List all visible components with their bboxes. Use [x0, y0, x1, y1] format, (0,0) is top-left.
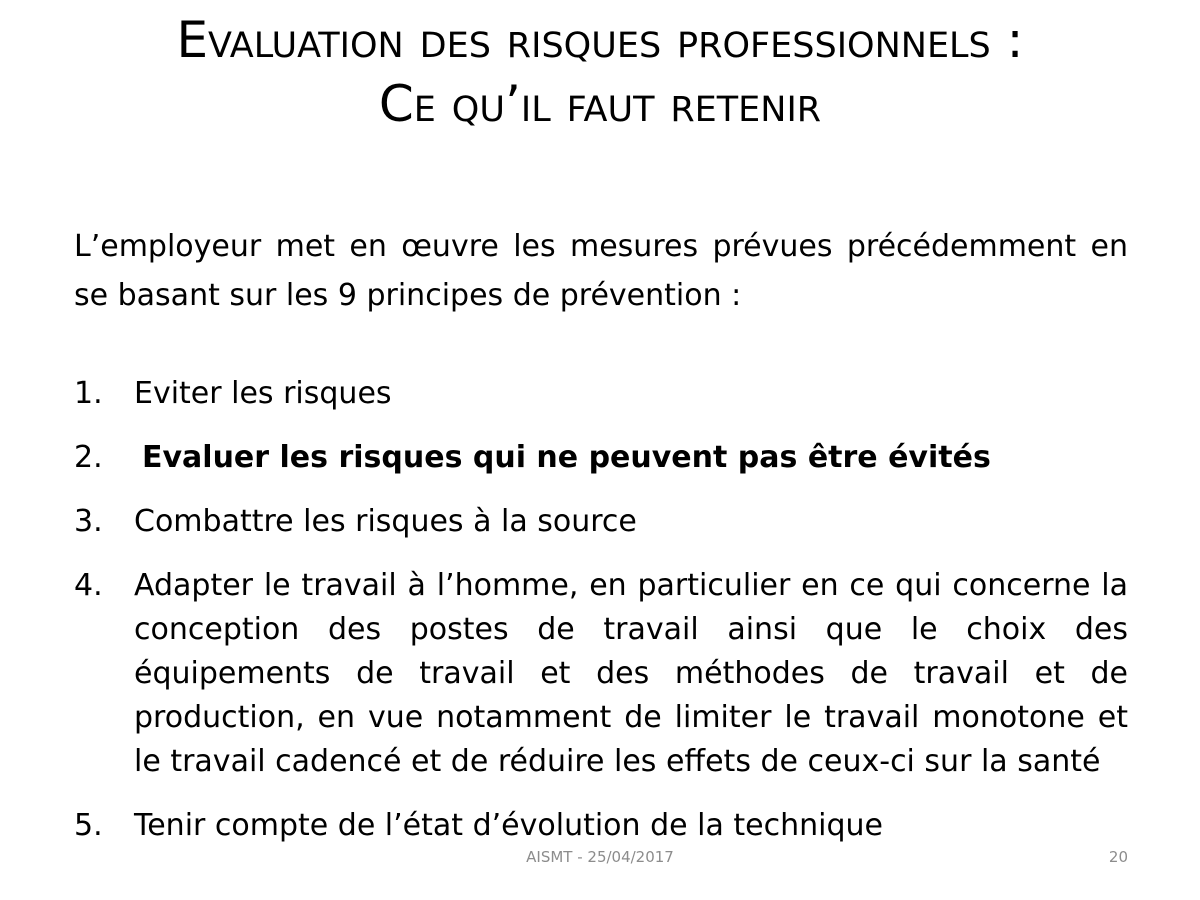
slide-title: [60, 8, 1140, 136]
list-item-number: 3.: [74, 504, 103, 539]
list-item-text: Evaluer les risques qui ne peuvent pas être évités: [142, 440, 991, 475]
list-item-text: Tenir compte de l’état d’évolution de la technique: [134, 808, 883, 843]
page-number: 20: [1108, 848, 1128, 866]
list-item: [74, 436, 1128, 480]
list-item-text: Combattre les risques à la source: [134, 504, 637, 539]
slide-title-line-1: Evaluation des risques professionnels :: [176, 11, 1024, 69]
list-item-text: Eviter les risques: [134, 376, 392, 411]
list-item-number: 2.: [74, 440, 103, 475]
list-item-text: Adapter le travail à l’homme, en particulier en ce qui concerne la conception des postes de travail ainsi que le choix des équipements de travail et des méthodes de travail et de production, en vue notamment de limiter le travail monotone et le travail cadencé et de réduire les effets de ceux-ci sur la santé: [134, 568, 1128, 779]
footer-text: AISMT - 25/04/2017: [526, 848, 674, 866]
principles-list: [74, 372, 1128, 868]
list-item: [74, 372, 1128, 416]
intro-paragraph: L’employeur met en œuvre les mesures prévues précédemment en se basant sur les 9 principes de prévention :: [74, 229, 1128, 313]
list-item: [74, 564, 1128, 784]
slide-title-line-2: Ce qu’il faut retenir: [378, 75, 822, 133]
list-item-number: 5.: [74, 808, 103, 843]
list-item: [74, 804, 1128, 848]
list-item-number: 1.: [74, 376, 103, 411]
list-item-number: 4.: [74, 568, 103, 603]
list-item: [74, 500, 1128, 544]
